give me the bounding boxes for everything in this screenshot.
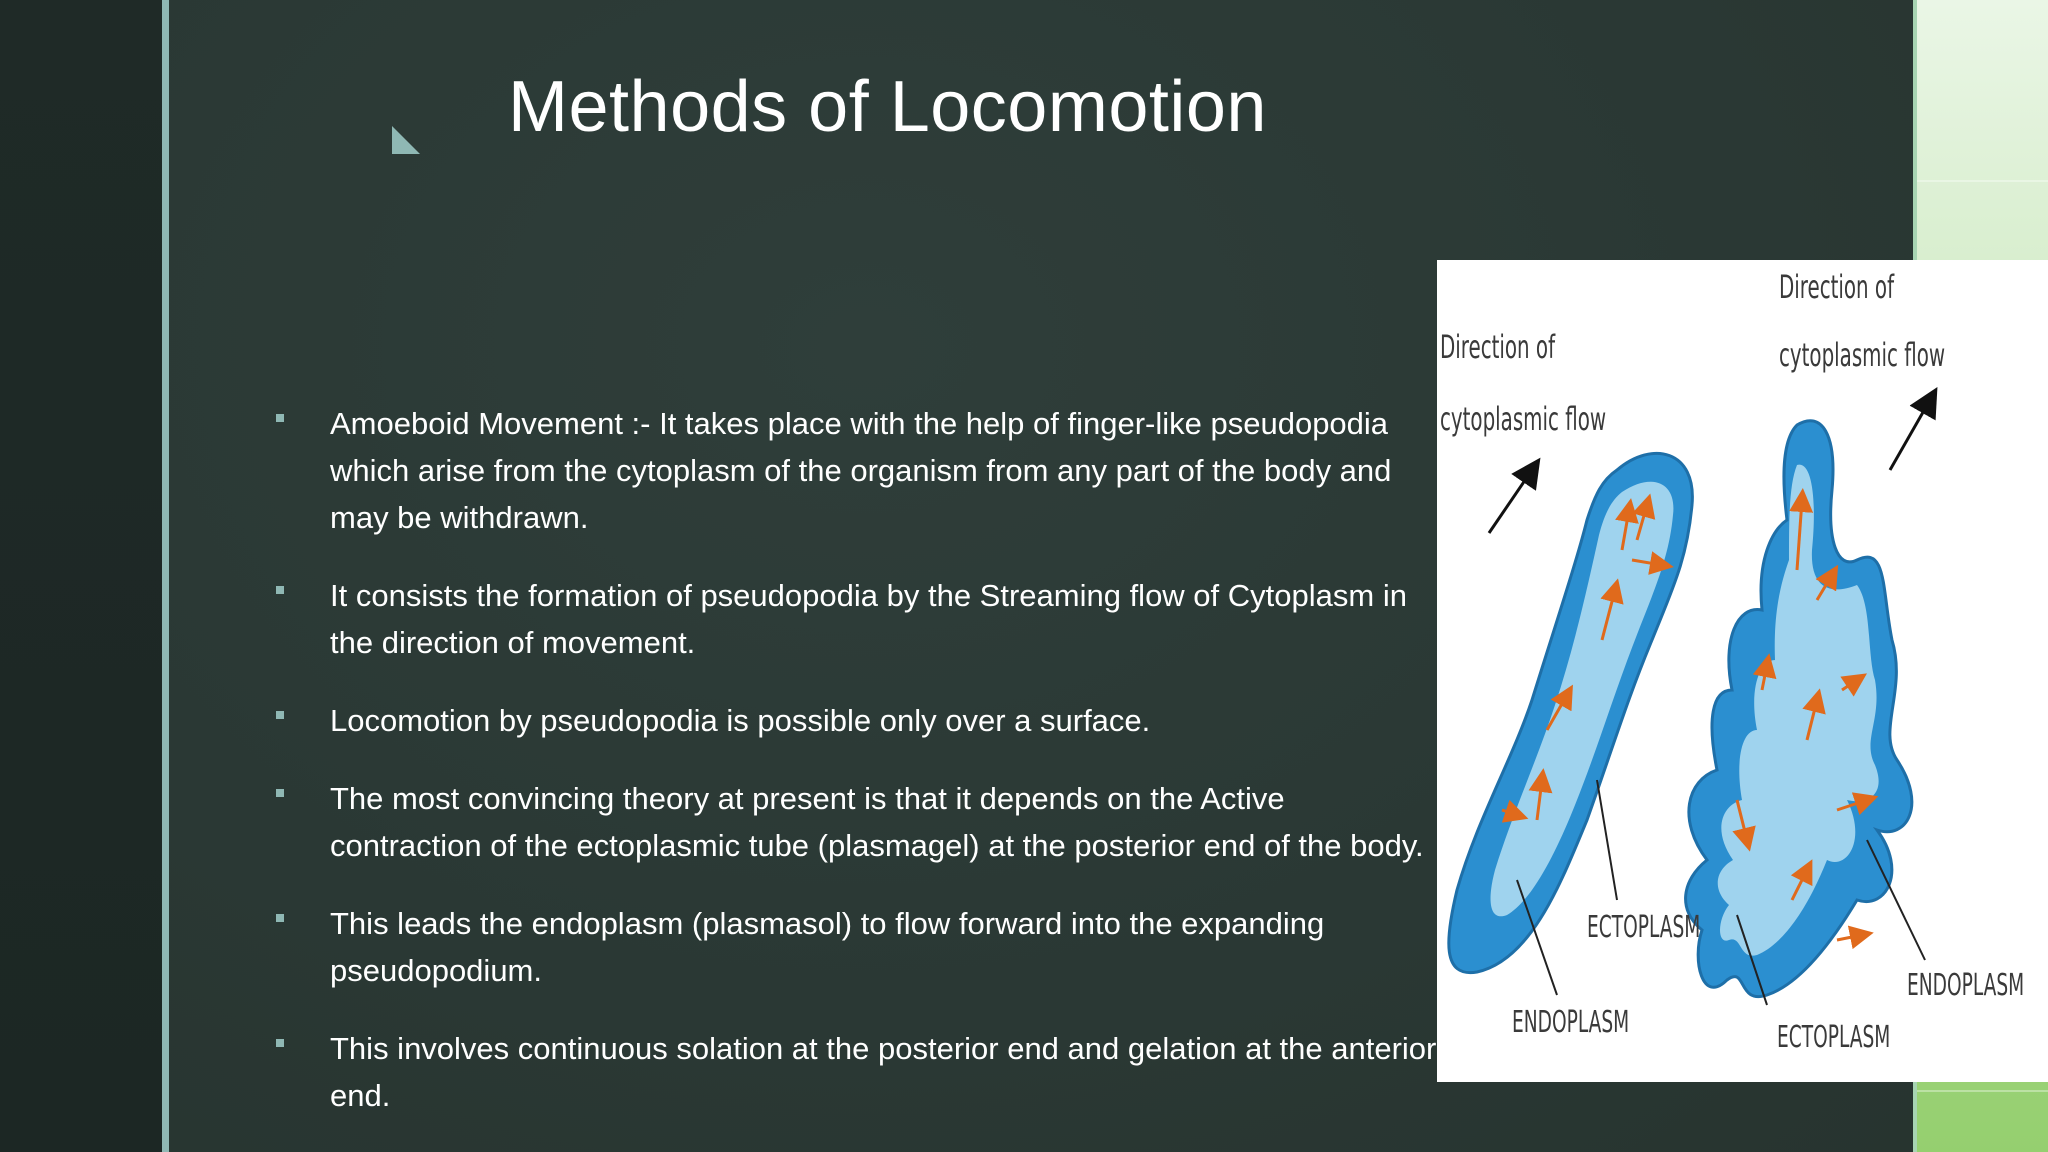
bullet-text: It consists the formation of pseudopodia by the Streaming flow of Cytoplasm in the direction of movement. [330, 578, 1407, 660]
bullet-square-icon [276, 711, 284, 719]
right-flow-direction-arrow [1890, 400, 1930, 470]
right-flow-label-line2: cytoplasmic flow [1779, 336, 1946, 374]
bullet-square-icon [276, 789, 284, 797]
slide-title: Methods of Locomotion [508, 67, 1267, 147]
right-flow-label-line1: Direction of [1779, 268, 1895, 306]
bullet-text: Amoeboid Movement :- It takes place with the help of finger-like pseudopodia which arise from the cytoplasm of the organism from any part of the body and may be withdrawn. [330, 406, 1392, 535]
bullet-square-icon [276, 586, 284, 594]
bullet-square-icon [276, 414, 284, 422]
bullet-item [270, 900, 1440, 994]
bullet-text: Locomotion by pseudopodia is possible only over a surface. [330, 703, 1151, 738]
bullet-square-icon [276, 1039, 284, 1047]
left-accent-rule [162, 0, 169, 1152]
bullet-square-icon [276, 914, 284, 922]
bullet-item [270, 775, 1440, 869]
left-decorative-band [0, 0, 162, 1152]
left-endoplasm-label: ENDOPLASM [1512, 1005, 1630, 1040]
bullet-text: This involves continuous solation at the posterior end and gelation at the anterior end. [330, 1031, 1437, 1113]
bullet-text: This leads the endoplasm (plasmasol) to flow forward into the expanding pseudopodium. [330, 906, 1325, 988]
bullet-text: The most convincing theory at present is that it depends on the Active contraction of the ectoplasmic tube (plasmagel) at the posterior end of the body. [330, 781, 1424, 863]
left-ectoplasm-label: ECTOPLASM [1587, 910, 1701, 945]
right-ectoplasm-label: ECTOPLASM [1777, 1020, 1891, 1055]
amoeba-diagram [1437, 260, 2048, 1082]
amoeba-illustration [1437, 260, 2048, 1082]
left-ectoplasm-pointer [1597, 780, 1617, 900]
bullet-item [270, 400, 1440, 541]
bullet-list [270, 400, 1440, 1150]
bullet-item [270, 572, 1440, 666]
bullet-item [270, 1025, 1440, 1119]
bullet-item [270, 697, 1440, 744]
right-endoplasm-label: ENDOPLASM [1907, 968, 2025, 1003]
left-flow-label-line1: Direction of [1440, 328, 1556, 366]
left-flow-label-line2: cytoplasmic flow [1440, 400, 1607, 438]
left-flow-direction-arrow [1489, 470, 1532, 533]
corner-triangle-icon [392, 126, 420, 154]
